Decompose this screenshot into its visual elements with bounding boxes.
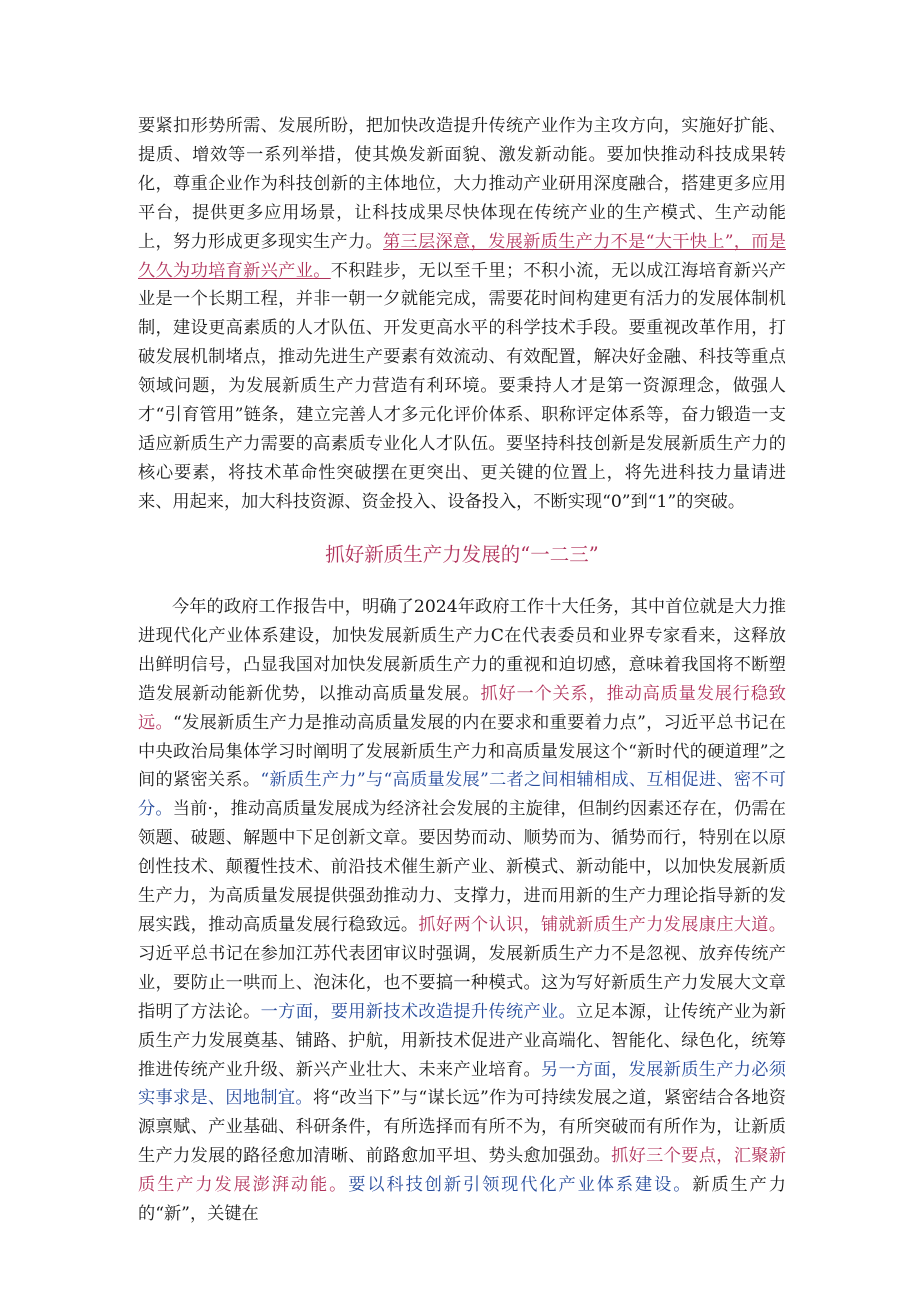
p2-point-one-relation: 抓好一个关系，推动高质量发展行稳致远。 [138,683,786,733]
paragraph-1 [138,112,786,517]
p2-text-3: 当前·，推动高质量发展成为经济社会发展的主旋律，但制约因素还存在，仍需在领题、破题、解题中下足创新文章。要因势而动、顺势而为、循势而行，特别在以原创性技术、颠覆性技术、前沿技术催生新产业、新模式、新动能中，以加快发展新质生产力，为高质量发展提供强劲推动力、支撑力，进而用新的生产力理论指导新的发展实践，推动高质量发展行稳致远。 [138,799,786,935]
section-heading: 抓好新质生产力发展的“一二三” [325,543,599,566]
p2-highlight-one-side: 一方面，要用新技术改造提升传统产业。 [260,1001,577,1022]
p2-highlight-other-side: 另一方面，发展新质生产力必须实事求是、因地制宜。 [138,1059,786,1109]
p1-highlight-point-3: 第三层深意，发展新质生产力不是“大干快上”，而是久久为功培育新兴产业。 [138,231,786,281]
p2-text-4: 习近平总书记在参加江苏代表团审议时强调，发展新质生产力不是忽视、放弃传统产业，要防止一哄而上、泡沫化，也不要搞一种模式。这为写好新质生产力发展大文章指明了方法论。 [138,943,786,1022]
p2-text-7: 新质生产力的“新”，关键在 [138,1175,786,1225]
p1-text-1: 要紧扣形势所需、发展所盼，把加快改造提升传统产业作为主攻方向，实施好扩能、提质、增效等一系列举措，使其焕发新面貌、激发新动能。要加快推动科技成果转化，尊重企业作为科技创新的主体地位，大力推动产业研用深度融合，搭建更多应用平台，提供更多应用场景，让科技成果尽快体现在传统产业的生产模式、生产动能上，努力形成更多现实生产力。 [138,116,786,252]
p2-text-6: 将“改当下”与“谋长远”作为可持续发展之道，紧密结合各地资源禀赋、产业基础、科研条件，有所选择而有所不为，有所突破而有所作为，让新质生产力发展的路径愈加清晰、前路愈加平坦、势头愈加强劲。 [138,1088,786,1167]
p2-highlight-complement: “新质生产力”与“高质量发展”二者之间相辅相成、互相促进、密不可分。 [138,770,786,820]
p2-text-2: “发展新质生产力是推动高质量发展的内在要求和重要着力点”，习近平总书记在中央政治局集体学习时阐明了发展新质生产力和高质量发展这个“新时代的硬道理”之间的紧密关系。 [138,712,786,791]
p2-text-5: 立足本源，让传统产业为新质生产力发展奠基、铺路、护航，用新技术促进产业高端化、智能化、绿色化，统筹推进传统产业升级、新兴产业壮大、未来产业培育。 [138,1001,786,1080]
p1-text-2: 不积跬步，无以至千里；不积小流，无以成江海培育新兴产业是一个长期工程，并非一朝一夕就能完成，需要花时间构建更有活力的发展体制机制，建设更高素质的人才队伍、开发更高水平的科学技术手段。要重视改革作用，打破发展机制堵点，推动先进生产要素有效流动、有效配置，解决好金融、科技等重点领域问题，为发展新质生产力营造有利环境。要秉持人才是第一资源理念，做强人才“引育管用”链条，建立完善人才多元化评价体系、职称评定体系等，奋力锻造一支适应新质生产力需要的高素质专业化人才队伍。要坚持科技创新是发展新质生产力的核心要素，将技术革命性突破摆在更突出、更关键的位置上，将先进科技力量请进来、用起来，加大科技资源、资金投入、设备投入，不断实现“0”到“1”的突破。 [138,260,786,512]
paragraph-2 [138,593,786,1229]
p2-point-three-essentials: 抓好三个要点，汇聚新质生产力发展澎湃动能。 [138,1146,786,1196]
p2-point-two-understandings: 抓好两个认识，铺就新质生产力发展康庄大道。 [418,914,786,935]
p2-highlight-tech-innovation: 要以科技创新引领现代化产业体系建设。 [348,1175,693,1196]
p2-text-1: 今年的政府工作报告中，明确了2024年政府工作十大任务，其中首位就是大力推进现代化产业体系建设，加快发展新质生产力C在代表委员和业界专家看来，这释放出鲜明信号，凸显我国对加快发展新质生产力的重视和迫切感，意味着我国将不断塑造发展新动能新优势，以推动高质量发展。 [138,597,786,704]
